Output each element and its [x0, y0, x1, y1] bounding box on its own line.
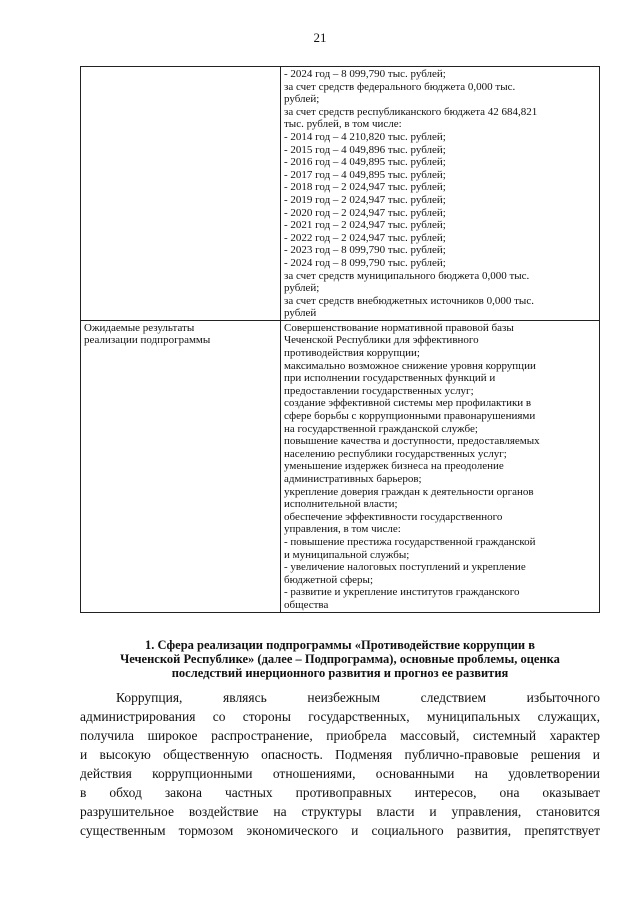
table-row-funding	[81, 67, 600, 321]
expected-result-line: противодействия коррупции;	[284, 347, 420, 360]
funding-line: - 2022 год – 2 024,947 тыс. рублей;	[284, 231, 446, 244]
funding-line: - 2023 год – 8 099,790 тыс. рублей;	[284, 244, 446, 257]
funding-line: - 2018 год – 2 024,947 тыс. рублей;	[284, 181, 446, 194]
funding-line: - 2024 год – 8 099,790 тыс. рублей;	[284, 256, 446, 269]
expected-result-line: при исполнении государственных функций и	[284, 372, 496, 385]
paragraph-line: действия коррупционными отношениями, основанными на удовлетворении	[80, 766, 600, 781]
expected-result-line: повышение качества и доступности, предоставляемых	[284, 435, 540, 448]
funding-line: тыс. рублей, в том числе:	[284, 118, 402, 131]
heading-line: последствий инерционного развития и прогноз ее развития	[171, 666, 509, 680]
expected-result-line: бюджетной сферы;	[284, 573, 373, 586]
expected-result-line: создание эффективной системы мер профилактики в	[284, 397, 532, 410]
funding-value-cell	[281, 67, 600, 321]
page-number: 21	[313, 30, 327, 45]
funding-line: рублей;	[284, 282, 320, 295]
table-label-cell	[81, 67, 281, 321]
paragraph-line: в обход закона частных противоправных интересов, она оказывает	[80, 785, 600, 800]
funding-line: - 2015 год – 4 049,896 тыс. рублей;	[284, 143, 446, 156]
paragraph-line: Коррупция, являясь неизбежным следствием избыточного	[116, 690, 600, 705]
funding-line: за счет средств внебюджетных источников 0,000 тыс.	[284, 294, 534, 307]
expected-result-line: административных барьеров;	[284, 473, 422, 485]
section-heading	[80, 638, 600, 680]
expected-result-line: населению республики государственных услуг;	[284, 447, 507, 460]
funding-line: - 2017 год – 4 049,895 тыс. рублей;	[284, 168, 446, 181]
row-label-line: реализации подпрограммы	[84, 334, 211, 347]
row-label-line: Ожидаемые результаты	[84, 321, 195, 334]
funding-line: - 2024 год – 8 099,790 тыс. рублей;	[284, 68, 446, 80]
expected-result-line: исполнительной власти;	[284, 498, 398, 511]
funding-line: - 2021 год – 2 024,947 тыс. рублей;	[284, 219, 446, 232]
funding-line: - 2019 год – 2 024,947 тыс. рублей;	[284, 193, 446, 206]
funding-line: - 2014 год – 4 210,820 тыс. рублей;	[284, 130, 446, 143]
paragraph-line: разрушительное воздействие на структуры власти и управления, становится	[80, 804, 600, 819]
expected-results-value-cell	[281, 320, 600, 612]
section-paragraph	[80, 688, 600, 840]
funding-line: за счет средств муниципального бюджета 0,000 тыс.	[284, 269, 530, 282]
table-row-expected-results	[81, 320, 600, 612]
expected-result-line: - увеличение налоговых поступлений и укрепление	[284, 561, 526, 574]
expected-result-line: предоставлении государственных услуг;	[284, 384, 474, 397]
funding-line: за счет средств республиканского бюджета 42 684,821	[284, 105, 538, 118]
funding-line: за счет средств федерального бюджета 0,000 тыс.	[284, 80, 516, 93]
funding-line: рублей	[284, 307, 317, 320]
expected-result-line: общества	[284, 598, 329, 611]
subprogram-passport-table	[80, 66, 600, 613]
funding-line: рублей;	[284, 93, 320, 106]
expected-result-line: - развитие и укрепление институтов гражданского	[284, 586, 520, 599]
expected-result-line: обеспечение эффективности государственного	[284, 510, 503, 523]
expected-result-line: - повышение престижа государственной гражданской	[284, 535, 536, 548]
expected-result-line: Совершенствование нормативной правовой базы	[284, 321, 514, 334]
expected-result-line: Чеченской Республики для эффективного	[284, 334, 479, 347]
expected-result-line: и муниципальной службы;	[284, 548, 410, 561]
expected-result-line: управления, в том числе:	[284, 523, 401, 536]
expected-result-line: на государственной гражданской службе;	[284, 422, 478, 435]
paragraph-line: существенным тормозом экономического и социального развития, препятствует	[80, 823, 600, 838]
expected-results-label-cell	[81, 320, 281, 612]
paragraph-line: администрирования со стороны государственных, муниципальных служащих,	[80, 709, 600, 724]
paragraph-line: получила широкое распространение, приобрела массовый, системный характер	[80, 728, 600, 743]
expected-result-line: укрепление доверия граждан к деятельности органов	[284, 485, 534, 498]
expected-result-line: сфере борьбы с коррупционными правонарушениями	[284, 410, 536, 423]
paragraph-line: и высокую общественную опасность. Подменяя публично-правовые решения и	[80, 747, 600, 762]
funding-line: - 2020 год – 2 024,947 тыс. рублей;	[284, 206, 446, 219]
funding-line: - 2016 год – 4 049,895 тыс. рублей;	[284, 156, 446, 169]
heading-line: Чеченской Республике» (далее – Подпрограмма), основные проблемы, оценка	[120, 652, 560, 666]
heading-line: 1. Сфера реализации подпрограммы «Противодействие коррупции в	[145, 638, 535, 652]
expected-result-line: уменьшение издержек бизнеса на преодоление	[284, 460, 504, 473]
expected-result-line: максимально возможное снижение уровня коррупции	[284, 359, 536, 372]
